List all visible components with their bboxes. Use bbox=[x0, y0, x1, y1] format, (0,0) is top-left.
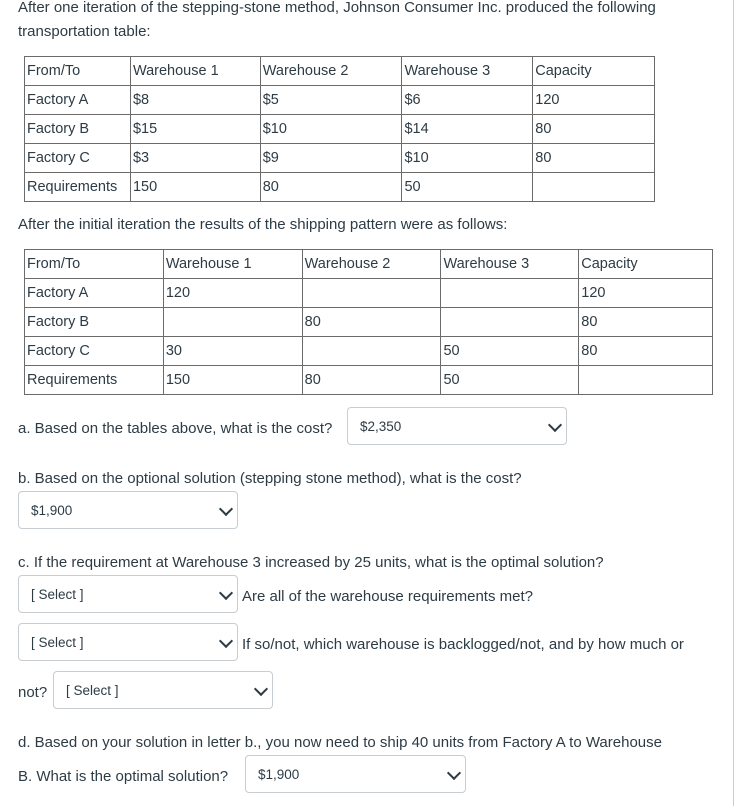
table-cell: 80 bbox=[302, 366, 441, 395]
table-header-cell: Warehouse 3 bbox=[402, 57, 533, 86]
table-cell: Factory B bbox=[25, 115, 131, 144]
answer-b-select[interactable] bbox=[18, 491, 238, 529]
table-row bbox=[25, 144, 655, 173]
table-header-cell: Warehouse 3 bbox=[441, 250, 579, 279]
table-cell bbox=[579, 366, 713, 395]
table-row bbox=[25, 366, 713, 395]
answer-d-value: $1,900 bbox=[258, 766, 300, 782]
table-header-cell: Warehouse 2 bbox=[260, 57, 402, 86]
intro-text: After one iteration of the stepping-stone method, Johnson Consumer Inc. produced the following transportation table: bbox=[18, 0, 656, 40]
table-cell: 50 bbox=[441, 337, 579, 366]
table-cell: Factory B bbox=[25, 308, 164, 337]
table-header-cell: Warehouse 1 bbox=[163, 250, 302, 279]
table-cell: Factory C bbox=[25, 337, 164, 366]
table-row bbox=[25, 173, 655, 202]
shipping-table bbox=[24, 249, 713, 395]
table-header-row bbox=[25, 57, 655, 86]
answer-c1-select[interactable] bbox=[18, 575, 238, 613]
table-cell: 120 bbox=[579, 279, 713, 308]
table-header-row bbox=[25, 250, 713, 279]
table-cell: $9 bbox=[260, 144, 402, 173]
question-d-text-2: B. What is the optimal solution? bbox=[18, 768, 229, 785]
table-header-cell: From/To bbox=[25, 57, 131, 86]
table-cell: 80 bbox=[260, 173, 402, 202]
answer-b-value: $1,900 bbox=[31, 502, 73, 518]
table-header-cell: Capacity bbox=[533, 57, 655, 86]
answer-c2-select[interactable] bbox=[18, 623, 238, 661]
table-cell: $8 bbox=[130, 86, 260, 115]
table-cell: $10 bbox=[260, 115, 402, 144]
table-cell: 30 bbox=[163, 337, 302, 366]
table-cell: 80 bbox=[579, 308, 713, 337]
answer-c3-select[interactable] bbox=[53, 671, 273, 709]
table-cell: 50 bbox=[441, 366, 579, 395]
chevron-down-icon bbox=[548, 418, 562, 432]
table-header-cell: Warehouse 2 bbox=[302, 250, 441, 279]
table-cell: 80 bbox=[533, 144, 655, 173]
table-row bbox=[25, 279, 713, 308]
table-cell bbox=[533, 173, 655, 202]
table-cell: 50 bbox=[402, 173, 533, 202]
table-cell: 80 bbox=[579, 337, 713, 366]
answer-d-select[interactable] bbox=[245, 755, 466, 793]
answer-c2-value: [ Select ] bbox=[31, 634, 84, 650]
table-row bbox=[25, 115, 655, 144]
chevron-down-icon bbox=[219, 502, 233, 516]
table-cell: Requirements bbox=[25, 366, 164, 395]
table-cell: $6 bbox=[402, 86, 533, 115]
table-cell: $15 bbox=[130, 115, 260, 144]
cost-table bbox=[24, 56, 655, 202]
question-c-followup-3: not? bbox=[18, 684, 48, 701]
table-cell: 150 bbox=[130, 173, 260, 202]
chevron-down-icon bbox=[219, 634, 233, 648]
chevron-down-icon bbox=[447, 766, 461, 780]
table-header-cell: Capacity bbox=[579, 250, 713, 279]
table-cell: 80 bbox=[302, 308, 441, 337]
table-cell: $5 bbox=[260, 86, 402, 115]
chevron-down-icon bbox=[254, 682, 268, 696]
table-cell bbox=[302, 337, 441, 366]
table-cell: $14 bbox=[402, 115, 533, 144]
table-cell bbox=[441, 279, 579, 308]
table-cell: 120 bbox=[163, 279, 302, 308]
table-cell: Factory A bbox=[25, 86, 131, 115]
table-cell: Factory C bbox=[25, 144, 131, 173]
question-c-text: c. If the requirement at Warehouse 3 increased by 25 units, what is the optimal solution? bbox=[18, 554, 604, 571]
question-c-followup-1: Are all of the warehouse requirements met? bbox=[242, 588, 533, 605]
table-row bbox=[25, 86, 655, 115]
table-cell: Requirements bbox=[25, 173, 131, 202]
table-cell bbox=[163, 308, 302, 337]
page-scroll-edge bbox=[733, 0, 734, 806]
answer-c1-value: [ Select ] bbox=[31, 586, 84, 602]
table-row bbox=[25, 308, 713, 337]
table-cell: Factory A bbox=[25, 279, 164, 308]
table-cell: 120 bbox=[533, 86, 655, 115]
chevron-down-icon bbox=[219, 586, 233, 600]
table-cell bbox=[441, 308, 579, 337]
table-cell bbox=[302, 279, 441, 308]
table-cell: $10 bbox=[402, 144, 533, 173]
answer-a-value: $2,350 bbox=[360, 418, 402, 434]
table-cell: 80 bbox=[533, 115, 655, 144]
table-header-cell: Warehouse 1 bbox=[130, 57, 260, 86]
answer-c3-value: [ Select ] bbox=[66, 682, 119, 698]
question-c-followup-2: If so/not, which warehouse is backlogged/not, and by how much or bbox=[242, 636, 684, 653]
table-row bbox=[25, 337, 713, 366]
table-cell: 150 bbox=[163, 366, 302, 395]
between-text: After the initial iteration the results of the shipping pattern were as follows: bbox=[18, 216, 508, 233]
answer-a-select[interactable] bbox=[347, 407, 567, 445]
question-a-text: a. Based on the tables above, what is the cost? bbox=[18, 420, 333, 437]
question-d-text: d. Based on your solution in letter b., you now need to ship 40 units from Factory A to Warehouse bbox=[18, 734, 662, 751]
table-header-cell: From/To bbox=[25, 250, 164, 279]
table-cell: $3 bbox=[130, 144, 260, 173]
question-b-text: b. Based on the optional solution (stepping stone method), what is the cost? bbox=[18, 470, 522, 487]
